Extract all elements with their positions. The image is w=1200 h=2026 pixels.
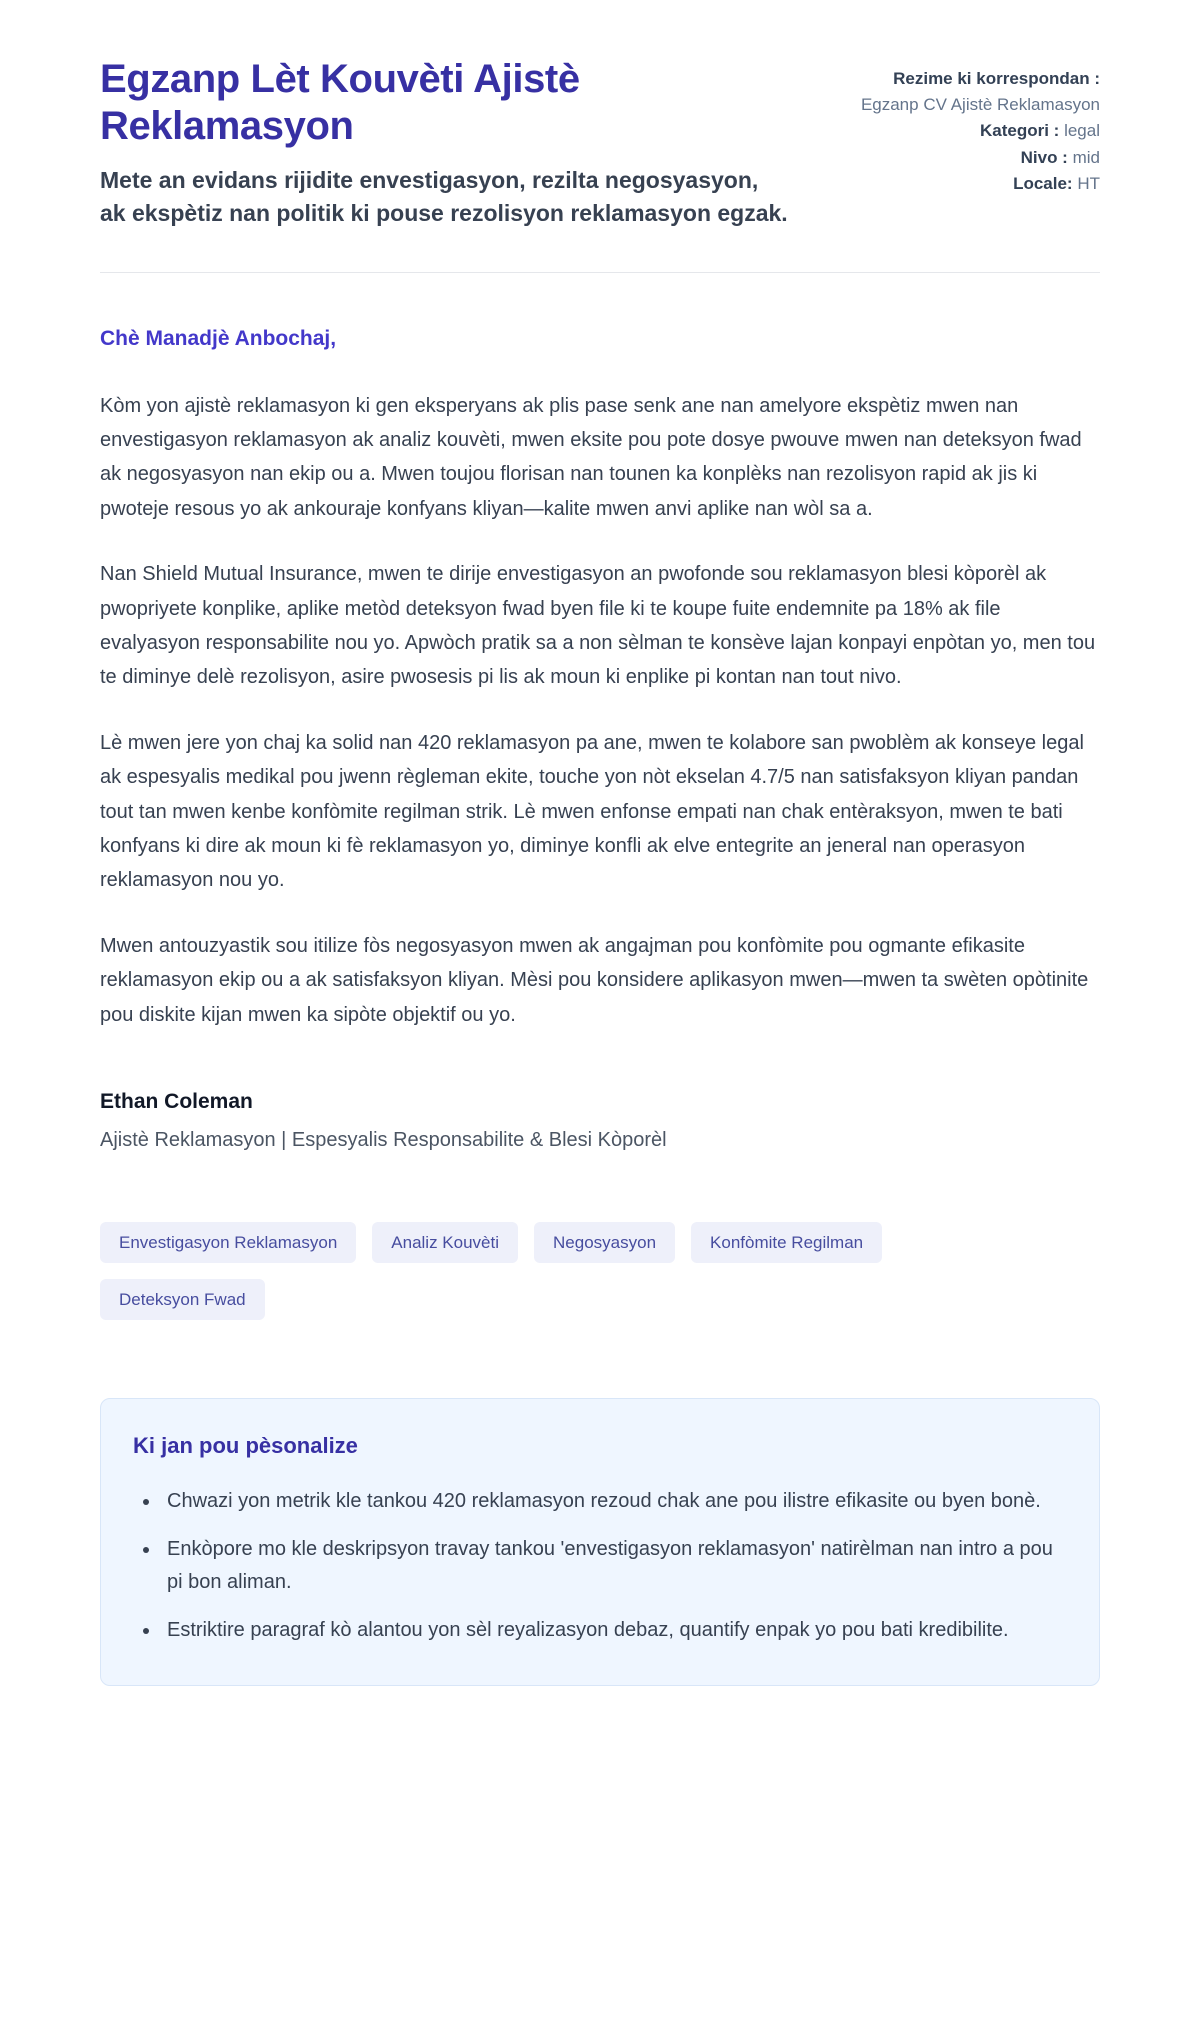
tips-list [133,1485,1067,1647]
meta-panel [835,56,1100,198]
letter-paragraph: Mwen antouzyastik sou itilize fòs negosyasyon mwen ak angajman pou konfòmite pou ogmante efikasite reklamasyon ekip ou a ak satisfaksyon kliyan. Mèsi pou konsidere aplikasyon mwen—mwen ta swèten opòtinite pou diskite kijan mwen ka sipòte objektif ou yo. [100,934,1089,1026]
header-main [100,56,790,230]
skill-tag: Analiz Kouvèti [372,1222,518,1263]
personalization-tips-box [100,1398,1100,1686]
skill-tag: Deteksyon Fwad [100,1279,265,1320]
header [100,56,1100,230]
meta-value-category: legal [1064,121,1100,140]
tips-heading: Ki jan pou pèsonalize [133,1432,358,1458]
letter-paragraph: Kòm yon ajistè reklamasyon ki gen eksperyans ak plis pase senk ane nan amelyore ekspètiz mwen nan envestigasyon reklamasyon ak analiz kouvèti, mwen eksite pou pote dosye pwouve mwen nan deteksyon fwad ak negosyasyon nan ekip ou a. Mwen toujou florisan nan tounen ka konplèks nan rezolisyon rapid ak jis ki pwoteje resous yo ak ankouraje konfyans kliyan—kalite mwen anvi aplike nan wòl sa a. [100,394,1082,520]
meta-value-level: mid [1072,147,1100,167]
meta-row-level [835,145,1100,171]
letter-greeting: Chè Manadjè Anbochaj, [100,326,337,350]
meta-row-category [835,118,1100,144]
tip-item: • Chwazi yon metrik kle tankou 420 reklamasyon rezoud chak ane pou ilistre efikasite ou byen bonè. [161,1485,1067,1517]
meta-label-level: Nivo : [1020,147,1068,167]
letter-paragraph: Lè mwen jere yon chaj ka solid nan 420 reklamasyon pa ane, mwen te kolabore san pwoblèm ak konseye legal ak espesyalis medikal pou jwenn règleman ekite, touche yon nòt ekselan 4.7/5 nan satisfaksyon kliyan pandan tout tan mwen kenbe konfòmite regilman strik. Lè mwen enfonse empati nan chak entèraksyon, mwen te bati konfyans ki dire ak moun ki fè reklamasyon yo, diminye konfli ak elve entegrite an jeneral nan operasyon reklamasyon nou yo. [100,731,1084,892]
meta-value-locale: HT [1077,174,1100,193]
meta-row-locale [835,171,1100,197]
signature-block [100,1090,1100,1152]
tip-item: • Enkòpore mo kle deskripsyon travay tankou 'envestigasyon reklamasyon' natirèlman nan intro a pou pi bon aliman. [161,1533,1067,1598]
meta-row-resume [835,66,1100,117]
skill-tag: Konfòmite Regilman [691,1222,882,1263]
signature-title: Ajistè Reklamasyon | Espesyalis Responsabilite & Blesi Kòporèl [100,1128,667,1151]
meta-label-locale: Locale: [1013,174,1073,193]
page-subtitle: Mete an evidans rijidite envestigasyon, rezilta negosyasyon, ak ekspètiz nan politik ki pouse rezolisyon reklamasyon egzak. [100,167,788,227]
meta-label-category: Kategori : [980,121,1060,140]
page-title: Egzanp Lèt Kouvèti Ajistè Reklamasyon [100,57,580,149]
letter-paragraph: Nan Shield Mutual Insurance, mwen te dirije envestigasyon an pwofonde sou reklamasyon blesi kòporèl ak pwopriyete konplike, aplike metòd deteksyon fwad byen file ki te koupe fuite endemnite pa 18% ak file evalyasyon responsabilite nou yo. Apwòch pratik sa a non sèlman te konsève lajan konpayi enpòtan yo, men tou te diminye delè rezolisyon, asire pwosesis pi lis ak moun ki enplike pi kontan nan tout nivo. [100,563,1096,689]
skill-tag: Negosyasyon [534,1222,675,1263]
meta-label-resume: Rezime ki korrespondan : [893,69,1100,88]
header-divider [100,272,1100,273]
cover-letter-body [100,327,1100,1152]
tip-item: • Estriktire paragraf kò alantou yon sèl reyalizasyon debaz, quantify enpak yo pou bati kredibilite. [161,1614,1067,1646]
skill-tags [100,1222,930,1320]
skill-tag: Envestigasyon Reklamasyon [100,1222,356,1263]
meta-value-resume: Egzanp CV Ajistè Reklamasyon [860,94,1100,114]
signature-name: Ethan Coleman [100,1089,253,1113]
